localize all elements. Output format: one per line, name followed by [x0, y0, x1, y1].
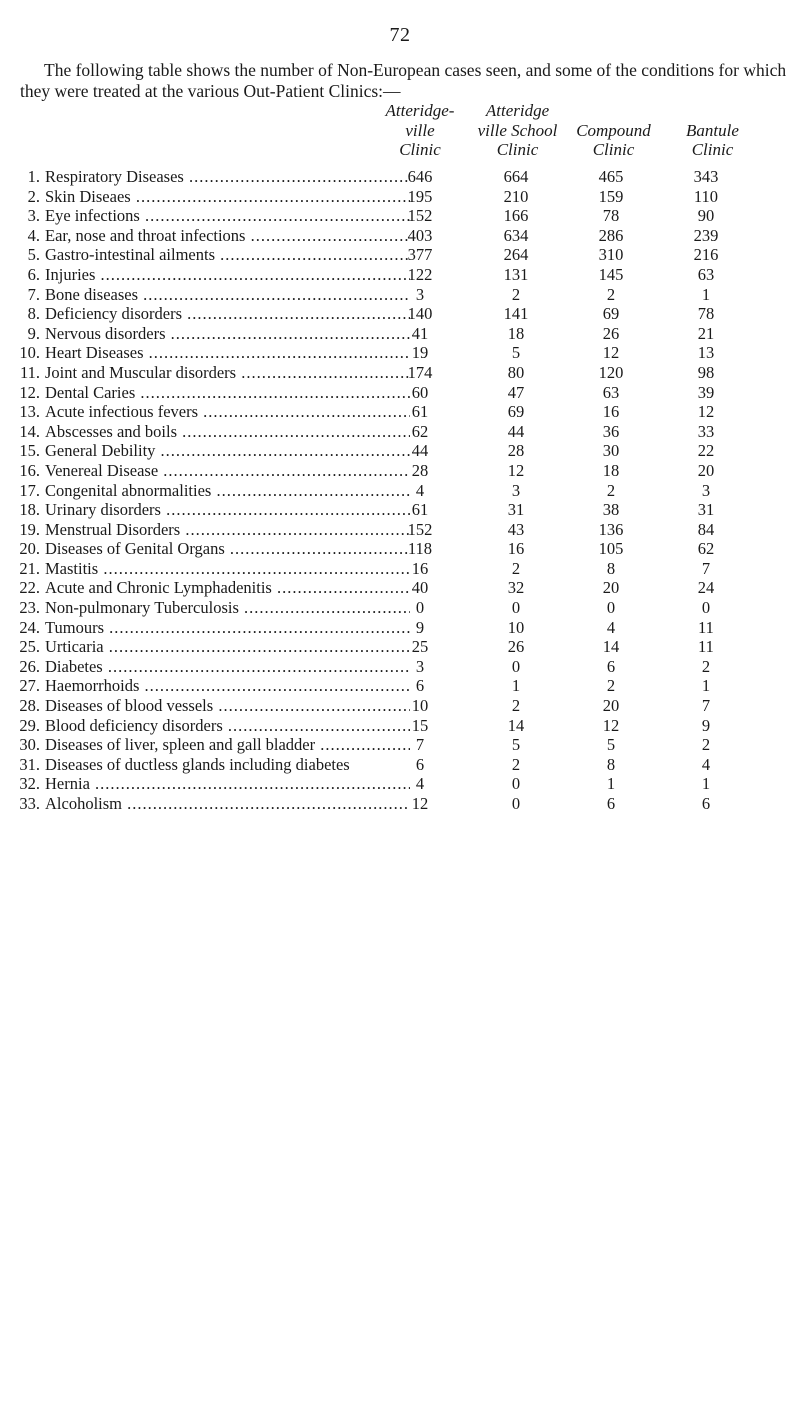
compound-count: 20 — [602, 578, 620, 598]
table-row — [0, 598, 800, 618]
atteridgeville-school-count: 16 — [507, 539, 525, 559]
condition-label: Eye infections ..... — [45, 206, 410, 226]
table-row — [0, 559, 800, 579]
atteridgeville-count: 61 — [411, 500, 429, 520]
atteridgeville-school-count: 0 — [511, 656, 521, 676]
atteridgeville-school-count: 10 — [507, 617, 525, 637]
atteridgeville-count: 10 — [411, 696, 429, 716]
row-number: 24. — [19, 617, 40, 637]
col-header-line: Compound — [576, 120, 651, 140]
atteridgeville-count: 19 — [411, 343, 429, 363]
atteridgeville-school-count: 5 — [511, 343, 521, 363]
table-row — [0, 343, 800, 363]
table-row — [0, 461, 800, 481]
row-number: 22. — [19, 578, 40, 598]
bantule-count: 31 — [697, 500, 715, 520]
col-header-compound-clinic — [566, 101, 661, 160]
col-header-line: ville — [405, 120, 435, 140]
bantule-count: 12 — [697, 402, 715, 422]
table-row — [0, 520, 800, 540]
row-number: 32. — [19, 774, 40, 794]
row-number: 23. — [19, 598, 40, 618]
compound-count: 120 — [598, 362, 624, 382]
row-number: 18. — [19, 500, 40, 520]
compound-count: 145 — [598, 264, 624, 284]
condition-label: Heart Diseases ..... — [45, 343, 410, 363]
row-number: 30. — [19, 735, 40, 755]
condition-label: Haemorrhoids ..... — [45, 676, 410, 696]
table-row — [0, 383, 800, 403]
condition-label: Blood deficiency disorders ..... — [45, 716, 410, 736]
atteridgeville-school-count: 28 — [507, 441, 525, 461]
table-row — [0, 187, 800, 207]
row-number: 15. — [19, 441, 40, 461]
compound-count: 20 — [602, 696, 620, 716]
col-header-atteridgeville-school-clinic — [470, 101, 565, 160]
condition-label: Acute infectious fevers ..... — [45, 402, 410, 422]
compound-count: 5 — [606, 735, 616, 755]
col-header-line: Atteridge- — [385, 101, 455, 120]
atteridgeville-count: 4 — [415, 480, 425, 500]
row-number: 31. — [19, 754, 40, 774]
compound-count: 6 — [606, 794, 616, 813]
bantule-count: 98 — [697, 362, 715, 382]
bantule-count: 6 — [701, 794, 711, 813]
condition-label: Menstrual Disorders ..... — [45, 520, 410, 540]
compound-count: 78 — [602, 206, 620, 226]
compound-count: 26 — [602, 323, 620, 343]
compound-count: 36 — [602, 421, 620, 441]
atteridgeville-school-count: 80 — [507, 362, 525, 382]
compound-count: 16 — [602, 402, 620, 422]
col-header-line: Clinic — [691, 140, 734, 159]
row-number: 27. — [19, 676, 40, 696]
row-number: 19. — [19, 519, 40, 539]
atteridgeville-count: 122 — [407, 264, 433, 284]
condition-label: Gastro-intestinal ailments ..... — [45, 245, 410, 265]
col-header-line: Bantule — [686, 120, 739, 140]
conditions-table — [0, 167, 800, 814]
row-number: 16. — [19, 460, 40, 480]
bantule-count: 110 — [693, 186, 719, 206]
atteridgeville-count: 174 — [407, 362, 433, 382]
atteridgeville-count: 195 — [407, 186, 433, 206]
condition-label: Venereal Disease ..... — [45, 461, 410, 481]
condition-label: Urticaria ..... — [45, 637, 410, 657]
page-number: 72 — [389, 24, 411, 46]
atteridgeville-school-count: 14 — [507, 715, 525, 735]
atteridgeville-school-count: 26 — [507, 637, 525, 657]
compound-count: 136 — [598, 519, 624, 539]
condition-label: Diabetes ..... — [45, 657, 410, 677]
atteridgeville-school-count: 664 — [503, 167, 529, 186]
table-row — [0, 657, 800, 677]
atteridgeville-count: 60 — [411, 382, 429, 402]
bantule-count: 63 — [697, 264, 715, 284]
compound-count: 8 — [606, 558, 616, 578]
compound-count: 286 — [598, 225, 624, 245]
bantule-count: 24 — [697, 578, 715, 598]
column-headers — [0, 101, 800, 165]
atteridgeville-school-count: 2 — [511, 284, 521, 304]
condition-label: Nervous disorders ..... — [45, 324, 410, 344]
atteridgeville-count: 61 — [411, 402, 429, 422]
col-header-line — [566, 101, 661, 121]
table-row — [0, 618, 800, 638]
bantule-count: 239 — [693, 225, 719, 245]
row-number: 14. — [19, 421, 40, 441]
atteridgeville-count: 3 — [415, 656, 425, 676]
condition-label: Hernia ..... — [45, 774, 410, 794]
compound-count: 63 — [602, 382, 620, 402]
table-row — [0, 794, 800, 814]
atteridgeville-school-count: 18 — [507, 323, 525, 343]
atteridgeville-count: 140 — [407, 304, 433, 324]
atteridgeville-school-count: 44 — [507, 421, 525, 441]
atteridgeville-count: 16 — [411, 558, 429, 578]
bantule-count: 39 — [697, 382, 715, 402]
atteridgeville-count: 152 — [407, 519, 433, 539]
condition-label: Deficiency disorders ..... — [45, 304, 410, 324]
atteridgeville-count: 0 — [415, 598, 425, 618]
bantule-count: 7 — [701, 558, 711, 578]
condition-label: Non-pulmonary Tuberculosis ..... — [45, 598, 410, 618]
table-row — [0, 245, 800, 265]
compound-count: 69 — [602, 304, 620, 324]
row-number: 4. — [27, 225, 40, 245]
row-number: 5. — [27, 245, 40, 265]
bantule-count: 13 — [697, 343, 715, 363]
table-row — [0, 637, 800, 657]
condition-label: Diseases of blood vessels ..... — [45, 696, 410, 716]
atteridgeville-school-count: 2 — [511, 754, 521, 774]
condition-label: Diseases of Genital Organs ..... — [45, 539, 410, 559]
condition-label: Urinary disorders ..... — [45, 500, 410, 520]
bantule-count: 2 — [701, 735, 711, 755]
bantule-count: 22 — [697, 441, 715, 461]
compound-count: 465 — [598, 167, 624, 186]
atteridgeville-count: 62 — [411, 421, 429, 441]
atteridgeville-school-count: 47 — [507, 382, 525, 402]
atteridgeville-school-count: 0 — [511, 598, 521, 618]
table-row — [0, 265, 800, 285]
bantule-count: 33 — [697, 421, 715, 441]
condition-label: Acute and Chronic Lymphadenitis ..... — [45, 578, 410, 598]
bantule-count: 84 — [697, 519, 715, 539]
atteridgeville-count: 377 — [407, 245, 433, 265]
atteridgeville-count: 152 — [407, 206, 433, 226]
col-header-line: Atteridge — [485, 101, 550, 120]
bantule-count: 1 — [701, 774, 711, 794]
table-row — [0, 226, 800, 246]
intro-paragraph: The following table shows the number of Non-European cases seen, and some of the conditions for which they were treated at the various Out-Patient Clinics:— — [20, 60, 787, 101]
compound-count: 12 — [602, 715, 620, 735]
condition-label: Ear, nose and throat infections ..... — [45, 226, 410, 246]
atteridgeville-count: 15 — [411, 715, 429, 735]
row-number: 20. — [19, 539, 40, 559]
atteridgeville-count: 12 — [411, 794, 429, 813]
atteridgeville-count: 3 — [415, 284, 425, 304]
condition-label: Bone diseases ..... — [45, 285, 410, 305]
atteridgeville-school-count: 3 — [511, 480, 521, 500]
bantule-count: 3 — [701, 480, 711, 500]
condition-label: Mastitis ..... — [45, 559, 410, 579]
row-number: 6. — [27, 264, 40, 284]
table-row — [0, 167, 800, 187]
atteridgeville-school-count: 0 — [511, 794, 521, 813]
table-row — [0, 676, 800, 696]
atteridgeville-school-count: 634 — [503, 225, 529, 245]
atteridgeville-school-count: 31 — [507, 500, 525, 520]
table-row — [0, 441, 800, 461]
table-row — [0, 716, 800, 736]
table-row — [0, 206, 800, 226]
atteridgeville-school-count: 166 — [503, 206, 529, 226]
bantule-count: 90 — [697, 206, 715, 226]
bantule-count: 11 — [698, 637, 714, 657]
condition-label: Injuries ..... — [45, 265, 410, 285]
row-number: 12. — [19, 382, 40, 402]
atteridgeville-count: 6 — [415, 676, 425, 696]
condition-label: Congenital abnormalities ..... — [45, 481, 410, 501]
bantule-count: 21 — [697, 323, 715, 343]
table-row — [0, 285, 800, 305]
row-number: 8. — [27, 304, 40, 324]
row-number: 28. — [19, 696, 40, 716]
row-number: 33. — [19, 794, 40, 813]
table-row — [0, 500, 800, 520]
atteridgeville-count: 118 — [407, 539, 433, 559]
table-row — [0, 696, 800, 716]
atteridgeville-school-count: 210 — [503, 186, 529, 206]
atteridgeville-school-count: 2 — [511, 696, 521, 716]
col-header-line: ville School — [477, 120, 558, 140]
atteridgeville-count: 25 — [411, 637, 429, 657]
condition-label: Abscesses and boils ..... — [45, 422, 410, 442]
condition-label: Tumours ..... — [45, 618, 410, 638]
condition-label: Diseases of liver, spleen and gall bladder ..... — [45, 735, 410, 755]
atteridgeville-school-count: 264 — [503, 245, 529, 265]
condition-label: Alcoholism ..... — [45, 794, 410, 814]
bantule-count: 78 — [697, 304, 715, 324]
col-header-line: Clinic — [592, 140, 635, 159]
table-row — [0, 324, 800, 344]
atteridgeville-school-count: 43 — [507, 519, 525, 539]
compound-count: 12 — [602, 343, 620, 363]
atteridgeville-school-count: 141 — [503, 304, 529, 324]
row-number: 13. — [19, 402, 40, 422]
compound-count: 159 — [598, 186, 624, 206]
bantule-count: 1 — [701, 284, 711, 304]
compound-count: 1 — [606, 774, 616, 794]
row-number: 26. — [19, 656, 40, 676]
bantule-count: 343 — [693, 167, 719, 186]
col-header-atteridgeville-clinic — [375, 101, 465, 160]
row-number: 11. — [19, 362, 40, 382]
table-row — [0, 481, 800, 501]
atteridgeville-count: 403 — [407, 225, 433, 245]
compound-count: 0 — [606, 598, 616, 618]
compound-count: 8 — [606, 754, 616, 774]
atteridgeville-count: 6 — [415, 754, 425, 774]
table-row — [0, 363, 800, 383]
atteridgeville-count: 9 — [415, 617, 425, 637]
atteridgeville-school-count: 32 — [507, 578, 525, 598]
compound-count: 30 — [602, 441, 620, 461]
condition-label: Respiratory Diseases ..... — [45, 167, 410, 187]
bantule-count: 7 — [701, 696, 711, 716]
atteridgeville-school-count: 5 — [511, 735, 521, 755]
table-row — [0, 402, 800, 422]
atteridgeville-school-count: 131 — [503, 264, 529, 284]
compound-count: 4 — [606, 617, 616, 637]
col-header-line: Clinic — [399, 140, 441, 159]
bantule-count: 20 — [697, 460, 715, 480]
table-row — [0, 304, 800, 324]
table-row — [0, 578, 800, 598]
col-header-bantule-clinic — [665, 101, 760, 160]
bantule-count: 11 — [698, 617, 714, 637]
row-number: 10. — [19, 343, 40, 363]
condition-label: Skin Diseaes ..... — [45, 187, 410, 207]
compound-count: 2 — [606, 284, 616, 304]
bantule-count: 9 — [701, 715, 711, 735]
col-header-line: Clinic — [496, 140, 539, 159]
atteridgeville-school-count: 12 — [507, 460, 525, 480]
row-number: 25. — [19, 637, 40, 657]
atteridgeville-school-count: 0 — [511, 774, 521, 794]
atteridgeville-count: 28 — [411, 460, 429, 480]
bantule-count: 2 — [701, 656, 711, 676]
table-row — [0, 735, 800, 755]
compound-count: 18 — [602, 460, 620, 480]
compound-count: 310 — [598, 245, 624, 265]
atteridgeville-count: 44 — [411, 441, 429, 461]
row-number: 17. — [19, 480, 40, 500]
atteridgeville-count: 646 — [407, 167, 433, 186]
compound-count: 38 — [602, 500, 620, 520]
bantule-count: 0 — [701, 598, 711, 618]
table-row — [0, 774, 800, 794]
row-number: 7. — [27, 284, 40, 304]
row-number: 1. — [27, 167, 40, 186]
compound-count: 14 — [602, 637, 620, 657]
condition-label: Joint and Muscular disorders ..... — [45, 363, 410, 383]
compound-count: 105 — [598, 539, 624, 559]
table-row — [0, 755, 800, 775]
atteridgeville-school-count: 2 — [511, 558, 521, 578]
bantule-count: 1 — [701, 676, 711, 696]
atteridgeville-count: 40 — [411, 578, 429, 598]
atteridgeville-school-count: 1 — [511, 676, 521, 696]
atteridgeville-count: 7 — [415, 735, 425, 755]
bantule-count: 216 — [693, 245, 719, 265]
compound-count: 2 — [606, 480, 616, 500]
bantule-count: 4 — [701, 754, 711, 774]
table-row — [0, 422, 800, 442]
atteridgeville-school-count: 69 — [507, 402, 525, 422]
compound-count: 2 — [606, 676, 616, 696]
row-number: 3. — [27, 206, 40, 226]
atteridgeville-count: 41 — [411, 323, 429, 343]
condition-label: Diseases of ductless glands including diabetes — [45, 754, 350, 774]
row-number: 2. — [27, 186, 40, 206]
compound-count: 6 — [606, 656, 616, 676]
atteridgeville-count: 4 — [415, 774, 425, 794]
col-header-line — [665, 101, 760, 121]
row-number: 9. — [27, 323, 40, 343]
row-number: 21. — [19, 558, 40, 578]
condition-label: Dental Caries ..... — [45, 383, 410, 403]
condition-label: General Debility ..... — [45, 441, 410, 461]
table-row — [0, 539, 800, 559]
row-number: 29. — [19, 715, 40, 735]
bantule-count: 62 — [697, 539, 715, 559]
